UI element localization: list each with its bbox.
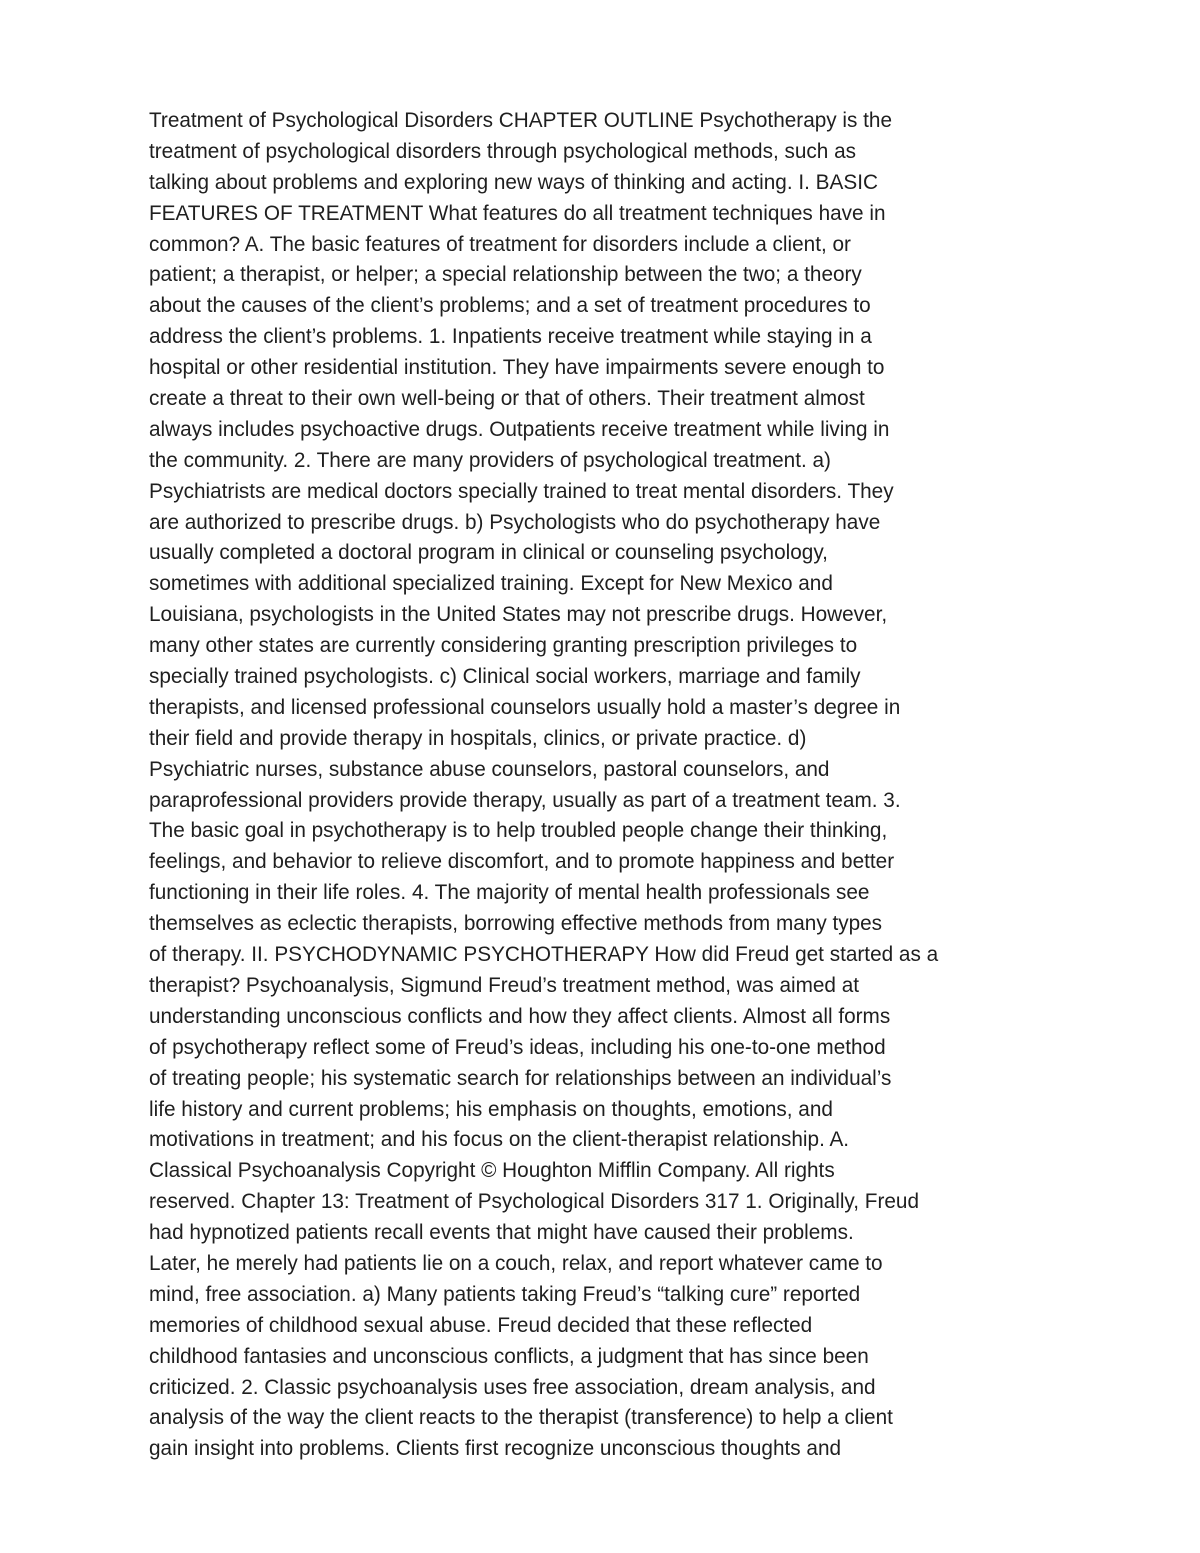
text-line: patient; a therapist, or helper; a special relationship between the two; a theory	[149, 263, 862, 287]
text-line: gain insight into problems. Clients first recognize unconscious thoughts and	[149, 1437, 842, 1461]
text-line: themselves as eclectic therapists, borrowing effective methods from many types	[149, 912, 883, 936]
text-line: The basic goal in psychotherapy is to help troubled people change their thinking,	[149, 819, 888, 843]
text-line: childhood fantasies and unconscious conflicts, a judgment that has since been	[149, 1344, 869, 1368]
text-line: life history and current problems; his emphasis on thoughts, emotions, and	[149, 1097, 833, 1121]
text-line: therapist? Psychoanalysis, Sigmund Freud’s treatment method, was aimed at	[149, 973, 860, 997]
text-line: address the client’s problems. 1. Inpatients receive treatment while staying in a	[149, 325, 872, 349]
text-line: memories of childhood sexual abuse. Freud decided that these reflected	[149, 1313, 813, 1337]
text-line: sometimes with additional specialized training. Except for New Mexico and	[149, 572, 833, 596]
text-line: FEATURES OF TREATMENT What features do all treatment techniques have in	[149, 201, 886, 225]
text-line: many other states are currently considering granting prescription privileges to	[149, 634, 858, 658]
text-line: Treatment of Psychological Disorders CHAPTER OUTLINE Psychotherapy is the	[149, 109, 893, 132]
text-line: treatment of psychological disorders through psychological methods, such as	[149, 139, 856, 163]
text-line: usually completed a doctoral program in clinical or counseling psychology,	[149, 541, 828, 565]
text-line: paraprofessional providers provide therapy, usually as part of a treatment team. 3.	[149, 788, 901, 812]
text-line: Psychiatric nurses, substance abuse counselors, pastoral counselors, and	[149, 757, 830, 781]
text-line: therapists, and licensed professional counselors usually hold a master’s degree in	[149, 695, 901, 719]
text-line: Classical Psychoanalysis Copyright © Houghton Mifflin Company. All rights	[149, 1159, 835, 1183]
text-line: had hypnotized patients recall events that might have caused their problems.	[149, 1221, 854, 1245]
text-line: always includes psychoactive drugs. Outpatients receive treatment while living in	[149, 417, 890, 441]
text-line: of psychotherapy reflect some of Freud’s ideas, including his one-to-one method	[149, 1035, 886, 1059]
text-line: criticized. 2. Classic psychoanalysis uses free association, dream analysis, and	[149, 1375, 876, 1399]
text-line: their field and provide therapy in hospitals, clinics, or private practice. d)	[149, 726, 807, 750]
text-line: the community. 2. There are many providers of psychological treatment. a)	[149, 448, 831, 472]
text-line: feelings, and behavior to relieve discomfort, and to promote happiness and better	[149, 850, 895, 874]
text-line: talking about problems and exploring new ways of thinking and acting. I. BASIC	[149, 170, 878, 194]
text-line: of therapy. II. PSYCHODYNAMIC PSYCHOTHERAPY How did Freud get started as a	[149, 943, 939, 967]
text-line: common? A. The basic features of treatment for disorders include a client, or	[149, 232, 851, 256]
text-line: create a threat to their own well-being or that of others. Their treatment almost	[149, 387, 865, 411]
text-line: Louisiana, psychologists in the United States may not prescribe drugs. However,	[149, 603, 888, 627]
text-line: Later, he merely had patients lie on a couch, relax, and report whatever came to	[149, 1251, 883, 1275]
text-line: analysis of the way the client reacts to the therapist (transference) to help a client	[149, 1406, 893, 1430]
text-line: are authorized to prescribe drugs. b) Psychologists who do psychotherapy have	[149, 510, 881, 534]
text-line: of treating people; his systematic search for relationships between an individual’s	[149, 1066, 892, 1090]
text-line: about the causes of the client’s problems; and a set of treatment procedures to	[149, 294, 871, 318]
text-line: understanding unconscious conflicts and how they affect clients. Almost all forms	[149, 1004, 891, 1028]
text-line: functioning in their life roles. 4. The majority of mental health professionals see	[149, 881, 870, 905]
body-text	[149, 106, 1069, 1465]
text-line: specially trained psychologists. c) Clinical social workers, marriage and family	[149, 665, 861, 689]
text-line: motivations in treatment; and his focus on the client-therapist relationship. A.	[149, 1128, 850, 1152]
text-line: Psychiatrists are medical doctors specially trained to treat mental disorders. They	[149, 479, 894, 503]
text-line: hospital or other residential institution. They have impairments severe enough to	[149, 356, 885, 380]
text-line: reserved. Chapter 13: Treatment of Psychological Disorders 317 1. Originally, Freud	[149, 1190, 919, 1214]
text-line: mind, free association. a) Many patients taking Freud’s “talking cure” reported	[149, 1282, 861, 1306]
